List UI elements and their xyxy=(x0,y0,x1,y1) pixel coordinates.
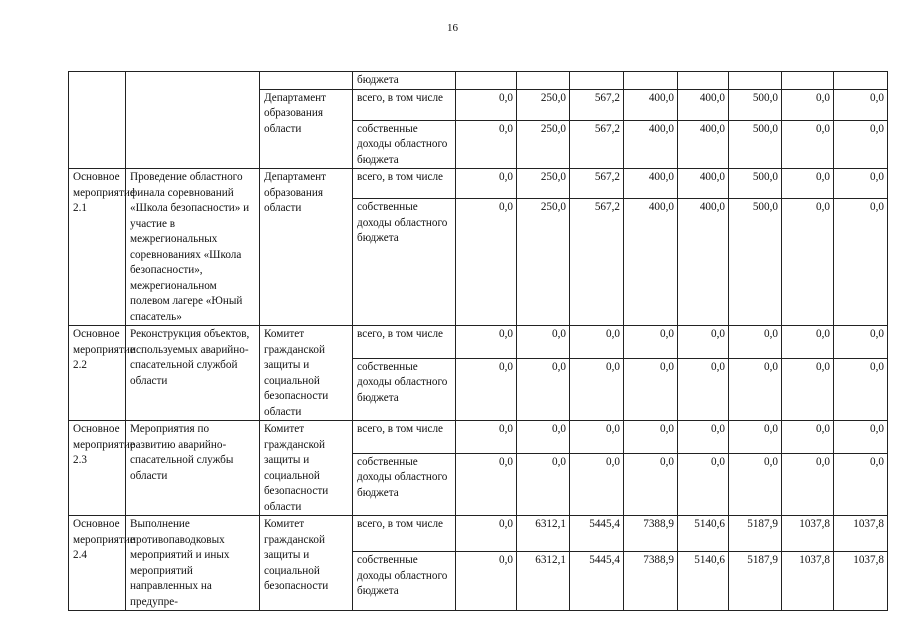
activity-name-cell: Проведение областного финала соревнований «Школа безопасности» и участие в межрегиональных соревнованиях «Школа безопасности», межрегиональном полевом лагере «Юный спасатель» xyxy=(126,169,260,326)
value-cell: 0,0 xyxy=(678,326,729,359)
value-cell: 1037,8 xyxy=(782,516,834,552)
activity-code-cell: Основное мероприятие 2.2 xyxy=(69,326,126,421)
activity-name-cell: Реконструкция объектов, используемых аварийно-спасательной службой области xyxy=(126,326,260,421)
value-cell: 0,0 xyxy=(517,358,570,420)
value-cell: 0,0 xyxy=(456,169,517,199)
value-cell: 5187,9 xyxy=(729,516,782,552)
value-cell: 0,0 xyxy=(834,453,888,515)
activity-code-cell: Основное мероприятие 2.1 xyxy=(69,169,126,326)
value-cell: 1037,8 xyxy=(834,516,888,552)
value-cell: 0,0 xyxy=(456,326,517,359)
executor-cell: Комитет гражданской защиты и социальной безопасности области xyxy=(260,326,353,421)
activity-name-cell: Выполнение противопаводковых мероприятий и иных мероприятий направленных на предупре- xyxy=(126,516,260,611)
value-cell: 5140,6 xyxy=(678,552,729,611)
value-cell: 0,0 xyxy=(456,358,517,420)
value-cell: 0,0 xyxy=(834,326,888,359)
value-cell: 0,0 xyxy=(570,326,624,359)
table-row xyxy=(69,169,888,199)
funding-source-cell: всего, в том числе xyxy=(353,89,456,120)
value-cell: 500,0 xyxy=(729,169,782,199)
value-cell: 0,0 xyxy=(678,453,729,515)
funding-source-cell: всего, в том числе xyxy=(353,326,456,359)
executor-cell: Департамент образования области xyxy=(260,169,353,326)
value-cell: 5445,4 xyxy=(570,552,624,611)
value-cell: 567,2 xyxy=(570,120,624,169)
value-cell: 0,0 xyxy=(782,326,834,359)
table-row xyxy=(69,421,888,454)
source-cell-top: бюджета xyxy=(353,72,456,90)
executor-cell-top xyxy=(260,72,353,90)
funding-source-cell: всего, в том числе xyxy=(353,516,456,552)
value-cell: 0,0 xyxy=(782,89,834,120)
value-cell: 250,0 xyxy=(517,199,570,326)
value-cell: 400,0 xyxy=(678,169,729,199)
table-row xyxy=(69,516,888,552)
value-cell: 0,0 xyxy=(624,358,678,420)
value-cell: 1037,8 xyxy=(782,552,834,611)
value-cell: 0,0 xyxy=(834,421,888,454)
value-cell: 0,0 xyxy=(834,199,888,326)
value-cell: 0,0 xyxy=(456,199,517,326)
funding-source-cell: собственные доходы областного бюджета xyxy=(353,199,456,326)
value-cell: 0,0 xyxy=(729,421,782,454)
value-cell: 0,0 xyxy=(834,89,888,120)
value-cell: 0,0 xyxy=(782,120,834,169)
value-cell: 6312,1 xyxy=(517,552,570,611)
value-cell: 0,0 xyxy=(456,453,517,515)
value-cell: 0,0 xyxy=(517,326,570,359)
activity-code-cell: Основное мероприятие 2.4 xyxy=(69,516,126,611)
value-cell: 0,0 xyxy=(729,358,782,420)
value-cell: 0,0 xyxy=(456,89,517,120)
value-cell: 0,0 xyxy=(517,421,570,454)
value-cell: 0,0 xyxy=(456,552,517,611)
value-cell: 250,0 xyxy=(517,169,570,199)
funding-source-cell: собственные доходы областного бюджета xyxy=(353,358,456,420)
executor-cell: Комитет гражданской защиты и социальной безопасности xyxy=(260,516,353,611)
budget-table xyxy=(68,71,888,611)
value-cell: 5187,9 xyxy=(729,552,782,611)
activity-name-cell: Мероприятия по развитию аварийно-спасательной службы области xyxy=(126,421,260,516)
value-cell: 0,0 xyxy=(570,421,624,454)
value-cell: 0,0 xyxy=(834,358,888,420)
executor-cell: Департамент образования области xyxy=(260,89,353,169)
value-cell: 500,0 xyxy=(729,120,782,169)
value-cell: 500,0 xyxy=(729,89,782,120)
value-cell: 500,0 xyxy=(729,199,782,326)
value-cell: 0,0 xyxy=(678,358,729,420)
value-cell: 0,0 xyxy=(782,358,834,420)
table-row-continuation-top xyxy=(69,72,888,90)
code-cell-continued xyxy=(69,72,126,169)
value-cell: 0,0 xyxy=(729,326,782,359)
value-cell: 0,0 xyxy=(678,421,729,454)
value-cell: 0,0 xyxy=(782,169,834,199)
value-cell: 1037,8 xyxy=(834,552,888,611)
value-cell: 567,2 xyxy=(570,199,624,326)
table-row xyxy=(69,326,888,359)
value-cell: 400,0 xyxy=(624,169,678,199)
value-cell: 0,0 xyxy=(570,453,624,515)
value-cell: 250,0 xyxy=(517,89,570,120)
value-cell: 400,0 xyxy=(624,120,678,169)
value-cell: 567,2 xyxy=(570,89,624,120)
value-cell: 0,0 xyxy=(456,516,517,552)
activity-code-cell: Основное мероприятие 2.3 xyxy=(69,421,126,516)
value-cell: 0,0 xyxy=(782,453,834,515)
value-cell: 0,0 xyxy=(834,169,888,199)
value-cell: 5140,6 xyxy=(678,516,729,552)
value-cell: 0,0 xyxy=(456,120,517,169)
value-cell: 0,0 xyxy=(570,358,624,420)
value-cell: 6312,1 xyxy=(517,516,570,552)
funding-source-cell: собственные доходы областного бюджета xyxy=(353,120,456,169)
value-cell: 0,0 xyxy=(729,453,782,515)
value-cell: 0,0 xyxy=(624,326,678,359)
value-cell: 400,0 xyxy=(678,89,729,120)
value-cell: 0,0 xyxy=(517,453,570,515)
value-cell: 0,0 xyxy=(782,199,834,326)
value-cell: 7388,9 xyxy=(624,552,678,611)
value-cell: 0,0 xyxy=(782,421,834,454)
value-cell: 400,0 xyxy=(678,199,729,326)
page-number: 16 xyxy=(447,22,458,34)
value-cell: 7388,9 xyxy=(624,516,678,552)
value-cell: 250,0 xyxy=(517,120,570,169)
value-cell: 0,0 xyxy=(624,453,678,515)
value-cell: 400,0 xyxy=(624,199,678,326)
value-cell: 400,0 xyxy=(624,89,678,120)
funding-source-cell: собственные доходы областного бюджета xyxy=(353,453,456,515)
funding-source-cell: собственные доходы областного бюджета xyxy=(353,552,456,611)
funding-source-cell: всего, в том числе xyxy=(353,169,456,199)
executor-cell: Комитет гражданской защиты и социальной безопасности области xyxy=(260,421,353,516)
value-cell: 0,0 xyxy=(624,421,678,454)
funding-source-cell: всего, в том числе xyxy=(353,421,456,454)
name-cell-continued xyxy=(126,72,260,169)
value-cell: 5445,4 xyxy=(570,516,624,552)
value-cell: 400,0 xyxy=(678,120,729,169)
value-cell: 0,0 xyxy=(456,421,517,454)
value-cell: 0,0 xyxy=(834,120,888,169)
value-cell: 567,2 xyxy=(570,169,624,199)
table-body xyxy=(69,72,888,611)
